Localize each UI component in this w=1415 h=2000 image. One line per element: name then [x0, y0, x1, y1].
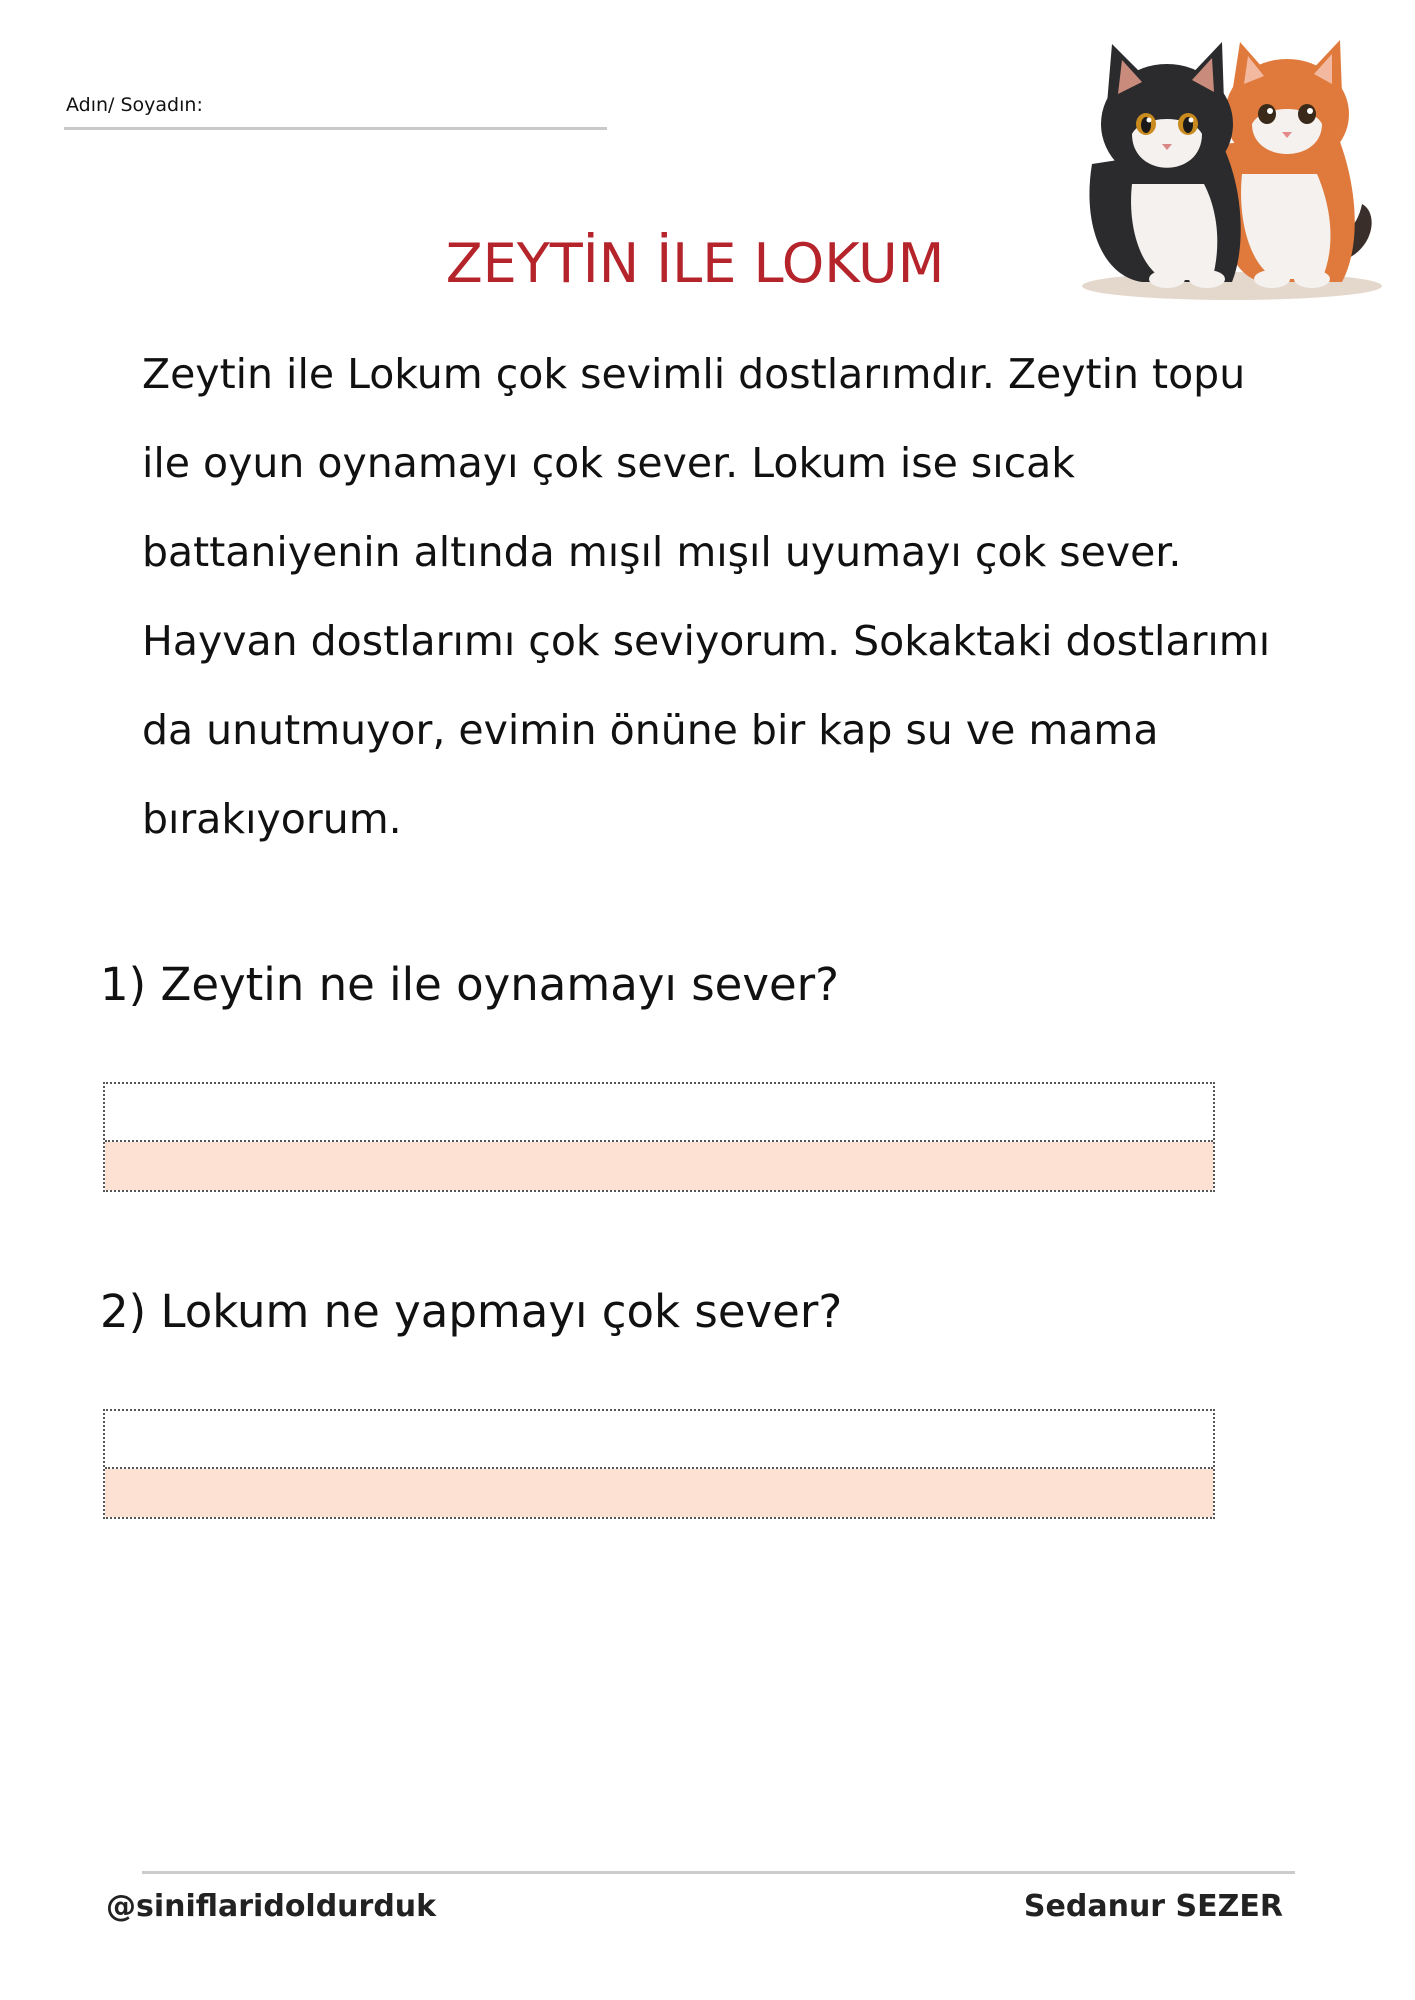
footer-author: Sedanur SEZER — [1023, 1889, 1283, 1924]
question-2: 2) Lokum ne yapmayı çok sever? — [100, 1285, 843, 1338]
passage-line: battaniyenin altında mışıl mışıl uyumayı çok sever. — [142, 528, 1182, 576]
passage-line: da unutmuyor, evimin önüne bir kap su ve mama — [142, 706, 1159, 754]
answer-box-1[interactable] — [103, 1082, 1215, 1192]
worksheet-title: ZEYTİN İLE LOKUM — [445, 232, 945, 295]
passage-line: Zeytin ile Lokum çok sevimli dostlarımdır. Zeytin topu — [142, 350, 1246, 398]
answer-box-2[interactable] — [103, 1409, 1215, 1519]
footer-handle: @siniflaridoldurduk — [106, 1889, 437, 1924]
reading-passage — [142, 330, 1322, 864]
name-surname-label: Adın/ Soyadın: — [66, 94, 203, 116]
answer-line-lower[interactable] — [105, 1469, 1213, 1517]
name-write-line[interactable] — [64, 127, 607, 130]
answer-line-upper[interactable] — [105, 1084, 1213, 1142]
answer-line-lower[interactable] — [105, 1142, 1213, 1190]
question-1: 1) Zeytin ne ile oynamayı sever? — [100, 958, 840, 1011]
answer-line-upper[interactable] — [105, 1411, 1213, 1469]
passage-line: ile oyun oynamayı çok sever. Lokum ise sıcak — [142, 439, 1076, 487]
footer-divider — [142, 1871, 1295, 1874]
passage-line: Hayvan dostlarımı çok seviyorum. Sokaktaki dostlarımı — [142, 617, 1271, 665]
passage-line: bırakıyorum. — [142, 795, 402, 843]
